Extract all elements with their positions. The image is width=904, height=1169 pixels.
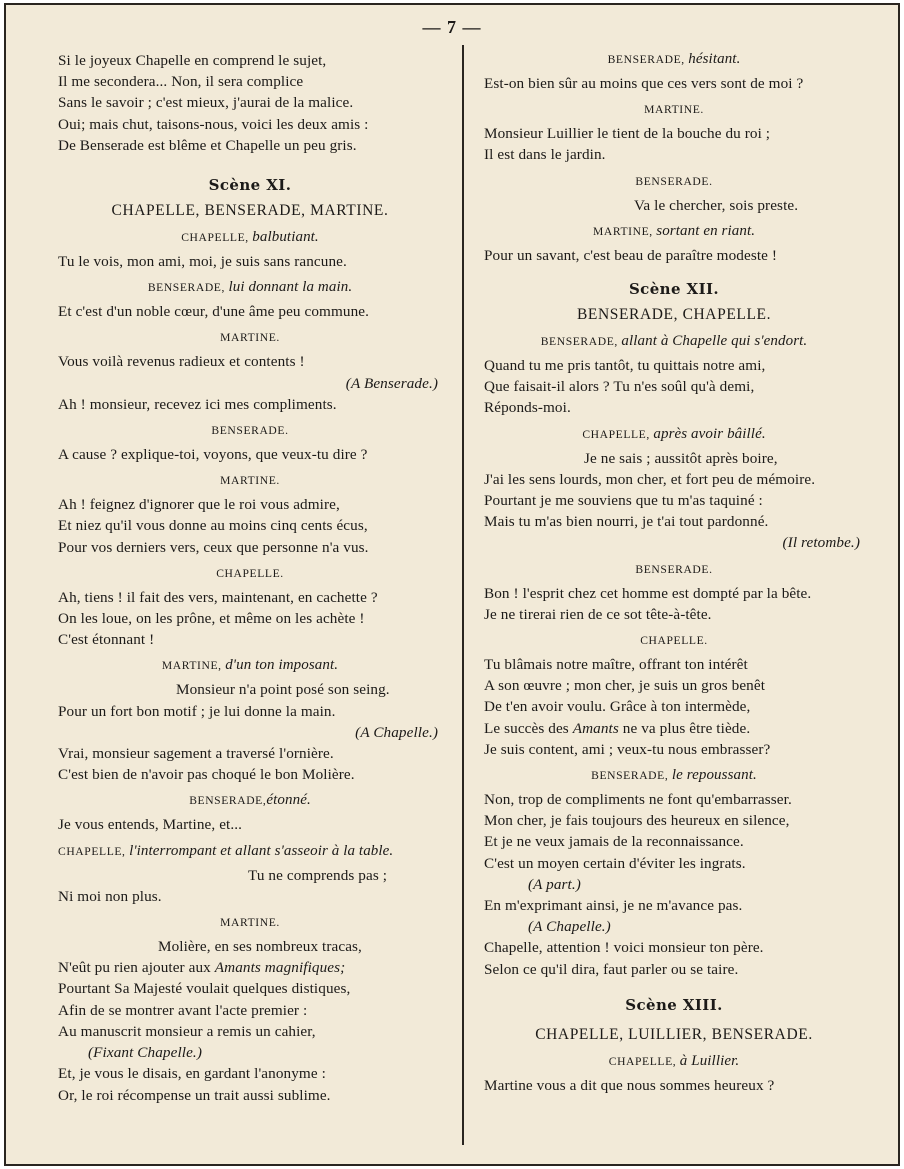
verse-line: En m'exprimant ainsi, je ne m'avance pas. <box>484 897 743 915</box>
speaker-label <box>58 842 442 861</box>
scene-cast: BENSERADE, CHAPELLE. <box>576 306 772 324</box>
speaker-label: MARTINE. <box>220 331 280 345</box>
speaker-label <box>58 791 442 810</box>
stage-direction: hésitant. <box>688 51 741 67</box>
verse-line: Il me secondera... Non, il sera complice <box>58 73 304 91</box>
left-column <box>58 50 442 1106</box>
speaker-label: CHAPELLE. <box>640 634 708 648</box>
speaker-label <box>484 1052 864 1071</box>
verse-line: Or, le roi récompense un trait aussi sublime. <box>58 1086 331 1104</box>
stage-direction: à Luillier. <box>679 1052 740 1069</box>
verse-text: N'eût pu rien ajouter aux <box>58 959 215 977</box>
speaker-label <box>484 50 864 69</box>
verse-line: C'est étonnant ! <box>58 631 155 649</box>
speaker-label <box>58 278 442 297</box>
verse-line <box>484 718 864 739</box>
scene-cast: CHAPELLE, BENSERADE, MARTINE. <box>111 202 389 220</box>
stage-direction: après avoir bâillé. <box>653 425 766 442</box>
verse-line: On les loue, on les prône, et même on les achète ! <box>58 610 365 628</box>
verse-line: Non, trop de compliments ne font qu'embarrasser. <box>484 791 792 809</box>
verse-line: Et, je vous le disais, en gardant l'anonyme : <box>58 1065 326 1083</box>
speaker-label <box>484 425 864 444</box>
verse-line: Vrai, monsieur sagement a traversé l'ornière. <box>58 745 334 763</box>
speaker-name: BENSERADE, <box>591 769 669 783</box>
play-title: Amants magnifiques; <box>214 959 346 977</box>
scene-heading: Scène XI. <box>208 176 292 195</box>
verse-line: Et c'est d'un noble cœur, d'une âme peu commune. <box>58 303 369 321</box>
verse-line: Tu ne comprends pas ; <box>248 866 388 884</box>
scene-cast: CHAPELLE, LUILLIER, BENSERADE. <box>535 1025 813 1043</box>
verse-line: Je suis content, ami ; veux-tu nous embrasser? <box>484 740 771 758</box>
verse-line: C'est bien de n'avoir pas choqué le bon Molière. <box>58 766 355 784</box>
stage-direction: le repoussant. <box>671 767 757 784</box>
right-column <box>484 50 864 1096</box>
verse-line: Ah ! feignez d'ignorer que le roi vous admire, <box>58 496 340 514</box>
speaker-label <box>58 656 442 675</box>
verse-line: Pourtant je me souviens que tu m'as taquiné : <box>484 492 763 510</box>
stage-direction: (Fixant Chapelle.) <box>88 1044 202 1062</box>
play-title: Amants <box>572 719 619 737</box>
stage-direction: (A Chapelle.) <box>355 723 438 741</box>
stage-direction: balbutiant. <box>252 229 319 246</box>
verse-line: Et niez qu'il vous donne au moins cinq cents écus, <box>58 517 368 535</box>
verse-line: Mais tu m'as bien nourri, je t'ai tout pardonné. <box>484 513 769 531</box>
speaker-label: MARTINE. <box>220 916 280 930</box>
verse-line: Il est dans le jardin. <box>484 146 606 164</box>
verse-line: Si le joyeux Chapelle en comprend le sujet, <box>58 52 327 69</box>
speaker-name: BENSERADE, <box>540 335 618 349</box>
verse-line: Pourtant Sa Majesté voulait quelques distiques, <box>58 980 351 998</box>
verse-line: Je vous entends, Martine, et... <box>58 816 243 834</box>
verse-line: Je ne sais ; aussitôt après boire, <box>584 449 778 467</box>
stage-direction: d'un ton imposant. <box>225 657 339 674</box>
verse-line: Et je ne veux jamais de la reconnaissance. <box>484 833 744 851</box>
verse-line: Pour un savant, c'est beau de paraître modeste ! <box>484 246 778 264</box>
verse-line: Ni moi non plus. <box>58 887 162 905</box>
verse-line: Mon cher, je fais toujours des heureux en silence, <box>484 812 790 830</box>
verse-line: Réponds-moi. <box>484 399 571 417</box>
page-number: — 7 — <box>422 17 482 37</box>
verse-line: Ah, tiens ! il fait des vers, maintenant, en cachette ? <box>58 588 378 606</box>
book-page <box>4 3 900 1166</box>
verse-line: De Benserade est blême et Chapelle un peu gris. <box>58 136 357 154</box>
verse-line: Vous voilà revenus radieux et contents ! <box>58 353 305 371</box>
verse-text: ne va plus être tiède. <box>618 719 751 737</box>
speaker-name: MARTINE, <box>592 224 653 238</box>
stage-direction: lui donnant la main. <box>228 279 353 296</box>
column-divider <box>462 45 464 1145</box>
verse-line: Oui; mais chut, taisons-nous, voici les deux amis : <box>58 115 369 133</box>
verse-line: Je ne tirerai rien de ce sot tête-à-tête. <box>484 605 712 623</box>
verse-line: Sans le savoir ; c'est mieux, j'aurai de la malice. <box>58 94 354 112</box>
speaker-name: CHAPELLE, <box>582 427 650 441</box>
speaker-label: MARTINE. <box>220 474 280 488</box>
verse-line: C'est un moyen certain d'éviter les ingrats. <box>484 854 746 872</box>
verse-line: Bon ! l'esprit chez cet homme est dompté par la bête. <box>484 584 812 602</box>
speaker-label <box>484 222 864 241</box>
verse-text: Le succès des <box>484 719 573 737</box>
verse-line: J'ai les sens lourds, mon cher, et fort peu de mémoire. <box>484 470 816 488</box>
speaker-name: MARTINE, <box>161 659 222 673</box>
speaker-label: BENSERADE. <box>211 424 289 438</box>
stage-direction: sortant en riant. <box>656 222 756 239</box>
speaker-name: CHAPELLE, <box>608 1054 677 1068</box>
verse-line: Au manuscrit monsieur a remis un cahier, <box>58 1022 316 1040</box>
stage-direction: étonné. <box>266 792 311 809</box>
verse-line <box>58 957 442 978</box>
verse-line: Selon ce qu'il dira, faut parler ou se taire. <box>484 960 739 978</box>
stage-direction: allant à Chapelle qui s'endort. <box>621 333 808 350</box>
verse-line: A son œuvre ; mon cher, je suis un gros benêt <box>484 677 766 695</box>
speaker-label <box>484 766 864 785</box>
verse-line: Va le chercher, sois preste. <box>634 196 799 214</box>
verse-line: Quand tu me pris tantôt, tu quittais notre ami, <box>484 357 766 375</box>
speaker-label: BENSERADE. <box>635 174 713 188</box>
verse-line: De t'en avoir voulu. Grâce à ton intermède, <box>484 698 751 716</box>
speaker-name: CHAPELLE, <box>181 231 249 245</box>
verse-line: Est-on bien sûr au moins que ces vers sont de moi ? <box>484 75 804 92</box>
speaker-name: BENSERADE, <box>147 281 225 295</box>
scene-heading: Scène XII. <box>628 280 720 299</box>
verse-line: Monsieur n'a point posé son seing. <box>176 681 390 699</box>
stage-direction: (A part.) <box>528 875 581 893</box>
speaker-label <box>58 228 442 247</box>
verse-line: A cause ? explique-toi, voyons, que veux-tu dire ? <box>58 446 368 464</box>
stage-direction: (A Benserade.) <box>345 374 438 392</box>
speaker-name: BENSERADE, <box>189 794 267 808</box>
stage-direction: (Il retombe.) <box>782 534 860 552</box>
speaker-label: CHAPELLE. <box>216 566 284 580</box>
speaker-name: CHAPELLE, <box>58 844 126 858</box>
verse-line: Tu le vois, mon ami, moi, je suis sans rancune. <box>58 253 347 271</box>
verse-line: Monsieur Luillier le tient de la bouche du roi ; <box>484 125 771 143</box>
verse-line: Martine vous a dit que nous sommes heureux ? <box>484 1076 775 1094</box>
verse-line: Ah ! monsieur, recevez ici mes compliments. <box>58 395 337 413</box>
speaker-name: BENSERADE, <box>607 53 685 66</box>
verse-line: Molière, en ses nombreux tracas, <box>158 938 362 956</box>
speaker-label: MARTINE. <box>644 103 704 117</box>
verse-line: Pour un fort bon motif ; je lui donne la main. <box>58 702 336 720</box>
stage-direction: l'interrompant et allant s'asseoir à la table. <box>129 842 394 859</box>
stage-direction: (A Chapelle.) <box>528 918 611 936</box>
verse-line: Que faisait-il alors ? Tu n'es soûl qu'à demi, <box>484 378 755 396</box>
speaker-label <box>484 332 864 351</box>
scene-heading: Scène XIII. <box>625 995 723 1014</box>
speaker-label: BENSERADE. <box>635 562 713 576</box>
verse-line: Chapelle, attention ! voici monsieur ton père. <box>484 939 764 957</box>
verse-line: Afin de se montrer avant l'acte premier : <box>58 1001 308 1019</box>
verse-line: Pour vos derniers vers, ceux que personne n'a vus. <box>58 538 369 556</box>
verse-line: Tu blâmais notre maître, offrant ton intérêt <box>484 656 748 674</box>
